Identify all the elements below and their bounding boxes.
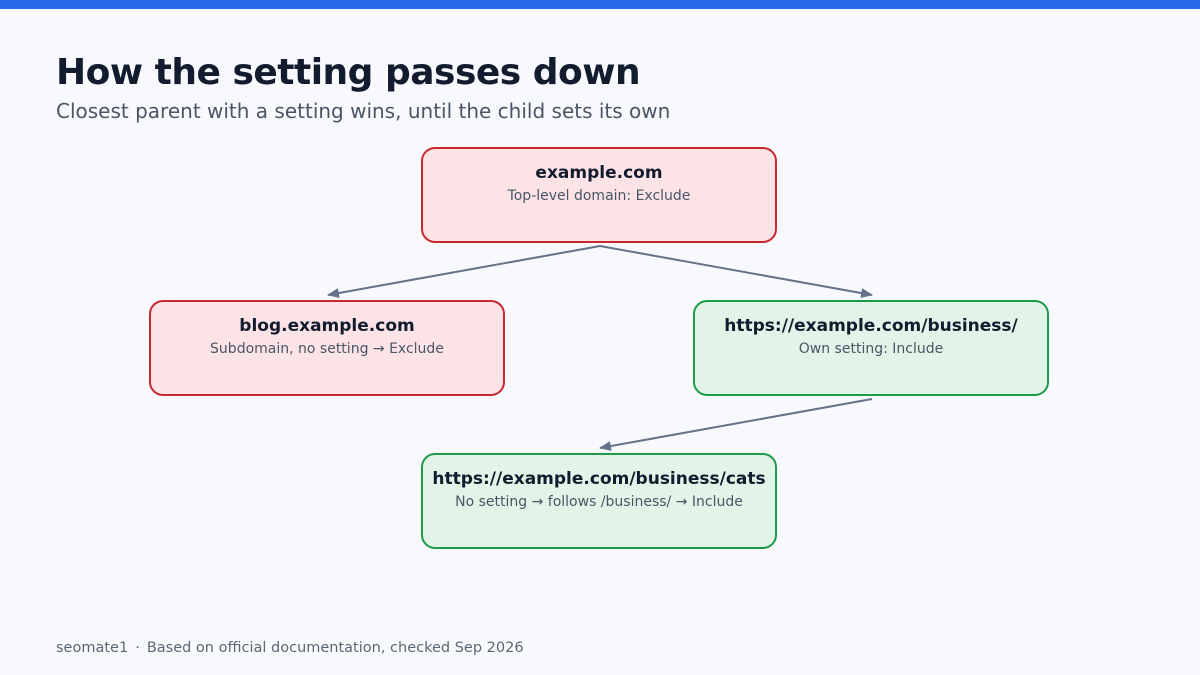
edge-root-to-blog — [328, 246, 600, 295]
node-business-path — [693, 300, 1049, 396]
page-subtitle: Closest parent with a setting wins, until the child sets its own — [56, 99, 671, 123]
node-title: https://example.com/business/cats — [432, 469, 766, 489]
node-title: https://example.com/business/ — [724, 316, 1018, 336]
node-title: blog.example.com — [239, 316, 415, 336]
node-example-com — [421, 147, 777, 243]
edge-business-to-cats — [600, 399, 872, 448]
node-note: Subdomain, no setting → Exclude — [210, 341, 444, 357]
footer-brand: seomate1 — [56, 640, 129, 656]
footer — [56, 640, 524, 656]
node-business-cats-path — [421, 453, 777, 549]
footer-separator: · — [135, 640, 140, 656]
node-blog-example-com — [149, 300, 505, 396]
node-title: example.com — [535, 163, 663, 183]
footer-note: Based on official documentation, checked Sep 2026 — [146, 640, 524, 656]
node-note: Top-level domain: Exclude — [507, 188, 691, 204]
page-title: How the setting passes down — [56, 52, 641, 93]
node-note: Own setting: Include — [798, 341, 944, 357]
node-note: No setting → follows /business/ → Include — [455, 494, 743, 510]
edge-root-to-business — [600, 246, 872, 295]
